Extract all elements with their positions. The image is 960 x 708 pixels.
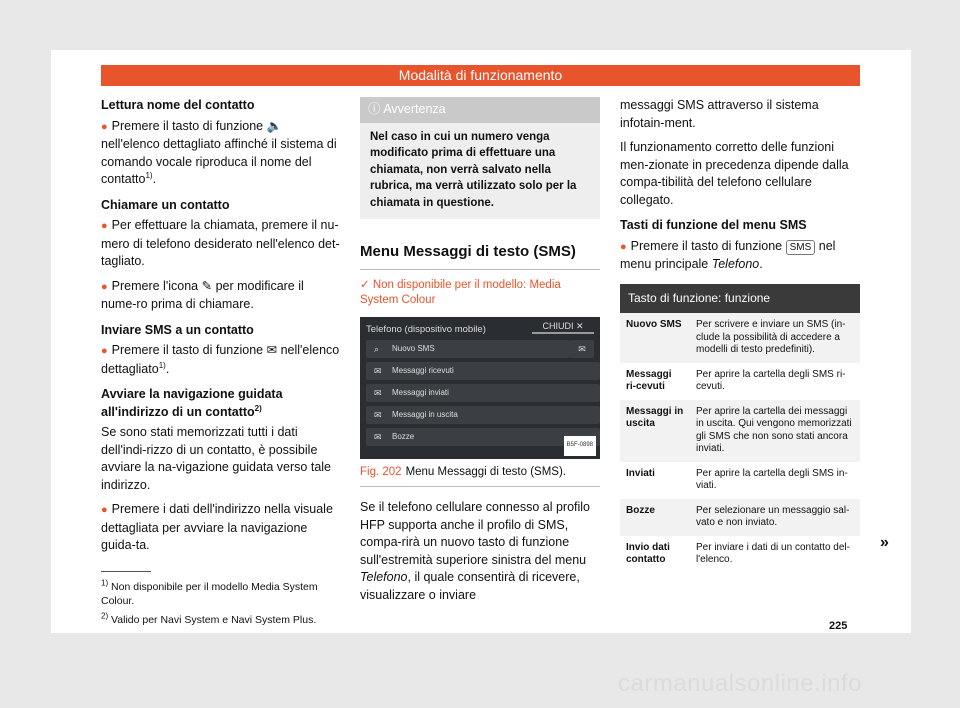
para-compatibility: Il funzionamento corretto delle funzioni men-zionate in precedenza dipende dalla compa-tibilità del telefono cellulare collegato. bbox=[620, 140, 849, 207]
bullet-icon: ● bbox=[101, 120, 108, 133]
function-key-table bbox=[620, 284, 860, 573]
edit-pen-icon: ✎ bbox=[201, 278, 213, 293]
table-title: Tasto di funzione: funzione bbox=[620, 284, 860, 314]
manual-page bbox=[51, 50, 911, 633]
warning-body: Nel caso in cui un numero venga modificato prima di effettuare una chiamata, non verrà salvato nella rubrica, ma verrà utilizzato solo per la chiamata in questione. bbox=[370, 130, 577, 209]
page-number: 225 bbox=[829, 620, 848, 632]
table-row: Nuovo SMS Per scrivere e inviare un SMS (in-clude la possibilità di accedere a modelli di testo predefiniti). bbox=[620, 313, 860, 363]
image-code: B5F-0898 bbox=[564, 436, 596, 456]
speaker-icon: 🔈 bbox=[266, 118, 283, 133]
para-sms-continued: messaggi SMS attraverso il sistema infotain-ment. bbox=[620, 98, 819, 130]
sms-key: SMS bbox=[786, 240, 816, 255]
screen-row-new-sms: ⌕ Nuovo SMS bbox=[366, 340, 570, 358]
screen-row-sent: ✉ Messaggi inviati bbox=[366, 384, 600, 402]
para-edit-number: ● Premere l'icona ✎ per modificare il nume-ro prima di chiamare. bbox=[101, 278, 304, 311]
bullet-icon: ● bbox=[101, 504, 108, 516]
column-right bbox=[620, 97, 860, 573]
table-row: Messaggi in uscita Per aprire la cartella dei messaggi in uscita. Qui vengono memorizzati gli SMS che non sono stati ancora inviati. bbox=[620, 400, 860, 462]
heading-send-sms: Inviare SMS a un contatto bbox=[101, 322, 254, 337]
footnote-1: $^{1)}$ Non disponibile per il modello Media System Colour. bbox=[101, 578, 318, 607]
compose-icon: ⌕ bbox=[374, 343, 380, 354]
bullet-icon: ● bbox=[101, 345, 108, 357]
infotainment-screenshot bbox=[360, 317, 600, 459]
para-call-contact: ● Per effettuare la chiamata, premere il nu-mero di telefono desiderato nell'elenco det-tagliato. bbox=[101, 218, 340, 268]
footnotes bbox=[101, 571, 341, 632]
column-left bbox=[101, 97, 341, 562]
envelope-icon: ✉ bbox=[374, 387, 382, 398]
availability-note: ✓ Non disponibile per il modello: Media System Colour bbox=[360, 278, 561, 306]
bullet-icon: ● bbox=[620, 240, 627, 253]
table-row: Messaggi ri-cevuti Per aprire la cartella degli SMS ri-cevuti. bbox=[626, 368, 846, 392]
bullet-icon: ● bbox=[101, 220, 108, 232]
envelope-icon: ✉ bbox=[374, 409, 382, 420]
close-button: CHIUDI ✕ bbox=[532, 320, 594, 334]
table-row: Inviati Per aprire la cartella degli SMS in-viati. bbox=[626, 467, 848, 491]
para-start-navigation: ● Premere i dati dell'indirizzo nella visuale dettagliata per avviare la navigazione guida-ta. bbox=[101, 502, 333, 552]
screen-title: Telefono (dispositivo mobile) bbox=[366, 323, 486, 335]
heading-sms-keys: Tasti di funzione del menu SMS bbox=[620, 218, 807, 232]
info-icon: ⓘ bbox=[368, 102, 381, 116]
sms-settings-icon: ✉ bbox=[570, 340, 594, 358]
warning-header: ⓘ Avvertenza bbox=[360, 97, 600, 123]
heading-read-contact: Lettura nome del contatto bbox=[101, 98, 255, 112]
heading-call-contact: Chiamare un contatto bbox=[101, 197, 230, 212]
figure-caption: Fig. 202 Menu Messaggi di testo (SMS). bbox=[360, 464, 600, 488]
warning-box bbox=[360, 97, 600, 219]
envelope-icon: ✉ bbox=[374, 365, 382, 376]
para-sms-profile: Se il telefono cellulare connesso al profilo HFP supporta anche il profilo di SMS, compa-rirà un nuovo tasto di funzione sull'estremità superiore sinistra del menu Telefono, il quale consentirà di ricevere, visualizzare o inviare bbox=[360, 500, 590, 602]
envelope-icon: ✉ bbox=[266, 343, 278, 357]
section-title: Menu Messaggi di testo (SMS) bbox=[360, 243, 600, 270]
screen-row-received: ✉ Messaggi ricevuti bbox=[366, 362, 600, 380]
para-navigation: Se sono stati memorizzati tutti i dati dell'indi-rizzo di un contatto, è possibile avviare la na-vigazione guidata verso tale indirizzo. bbox=[101, 425, 331, 492]
continue-mark: » bbox=[880, 534, 889, 551]
bullet-icon: ● bbox=[101, 280, 108, 293]
checkmark-icon: ✓ bbox=[360, 278, 370, 291]
column-middle bbox=[360, 97, 600, 611]
footnote-divider bbox=[101, 571, 151, 572]
table-row: Bozze Per selezionare un messaggio sal-vato e non inviato. bbox=[620, 499, 860, 536]
para-read-contact: ● Premere il tasto di funzione 🔈 nell'elenco dettagliato affinché il sistema di comando vocale riproduca il nome del contatto$^{1)}$. bbox=[101, 118, 337, 186]
para-sms-key: ● Premere il tasto di funzione SMS nel menu principale Telefono. bbox=[620, 238, 836, 271]
screen-row-outbox: ✉ Messaggi in uscita bbox=[366, 406, 600, 424]
table-row: Invio dati contatto Per inviare i dati di un contatto del-l'elenco. bbox=[626, 541, 850, 565]
screen-row-drafts: ✉ Bozze bbox=[366, 428, 600, 446]
close-icon: ✕ bbox=[575, 320, 584, 331]
page-header: Modalità di funzionamento bbox=[101, 65, 860, 86]
footnote-2: $^{2)}$ Valido per Navi System e Navi System Plus. bbox=[101, 611, 317, 626]
para-send-sms: ● Premere il tasto di funzione ✉ nell'elenco dettagliato$^{1)}$. bbox=[101, 343, 340, 376]
watermark: carmanualsonline.info bbox=[618, 670, 862, 697]
heading-navigation: Avviare la navigazione guidata all'indirizzo di un contatto$^{2)}$ bbox=[101, 387, 283, 419]
envelope-icon: ✉ bbox=[374, 431, 382, 442]
